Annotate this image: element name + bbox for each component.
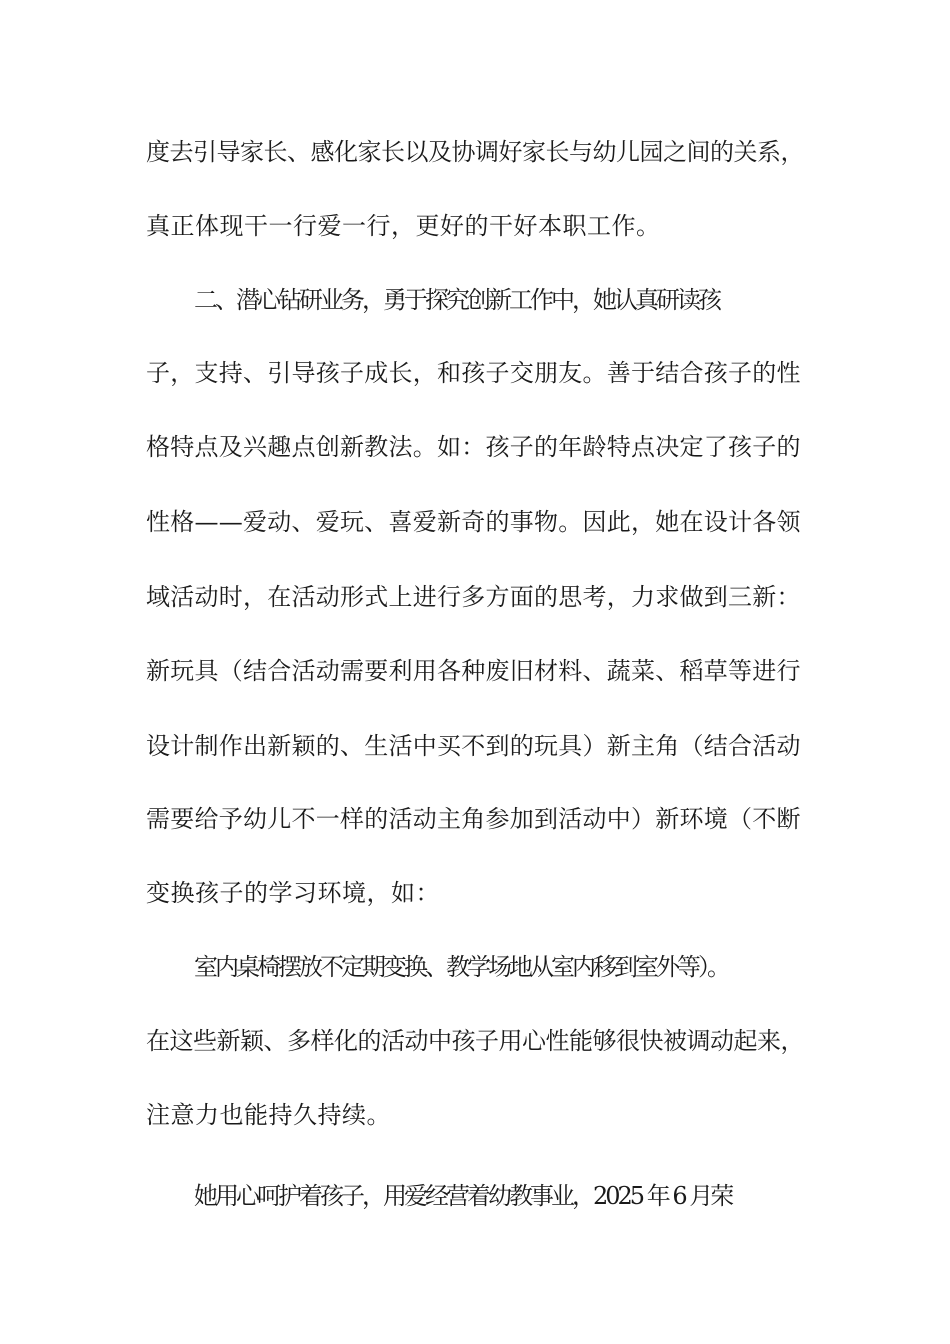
text-line-6: 性格——爱动、爱玩、喜爱新奇的事物。因此，她在设计各领 bbox=[146, 508, 801, 536]
paragraph-start-line-12: 室内桌椅摆放不定期变换、教学场地从室内移到室外等）。 bbox=[194, 953, 728, 981]
paragraph-start-line-3: 二、潜心钻研业务，勇于探究创新工作中，她认真研读孩 bbox=[194, 286, 719, 314]
text-line-7: 域活动时，在活动形式上进行多方面的思考，力求做到三新： bbox=[146, 583, 801, 611]
text-line-11: 变换孩子的学习环境，如： bbox=[146, 879, 440, 907]
text-line-5: 格特点及兴趣点创新教法。如：孩子的年龄特点决定了孩子的 bbox=[146, 433, 801, 461]
paragraph-start-line-15: 她用心呵护着孩子，用爱经营着幼教事业，2025 年 6 月荣 bbox=[194, 1182, 732, 1210]
text-line-8: 新玩具（结合活动需要利用各种废旧材料、蔬菜、稻草等进行 bbox=[146, 657, 801, 685]
text-line-9: 设计制作出新颖的、生活中买不到的玩具）新主角（结合活动 bbox=[146, 732, 801, 760]
text-line-13: 在这些新颖、多样化的活动中孩子用心性能够很快被调动起来， bbox=[146, 1027, 804, 1055]
text-line-4: 子，支持、引导孩子成长，和孩子交朋友。善于结合孩子的性 bbox=[146, 359, 801, 387]
text-line-2: 真正体现干一行爱一行，更好的干好本职工作。 bbox=[146, 212, 661, 240]
text-line-10: 需要给予幼儿不一样的活动主角参加到活动中）新环境（不断 bbox=[146, 805, 801, 833]
text-line-14: 注意力也能持久持续。 bbox=[146, 1101, 391, 1129]
text-line-1: 度去引导家长、感化家长以及协调好家长与幼儿园之间的关系， bbox=[146, 138, 804, 166]
